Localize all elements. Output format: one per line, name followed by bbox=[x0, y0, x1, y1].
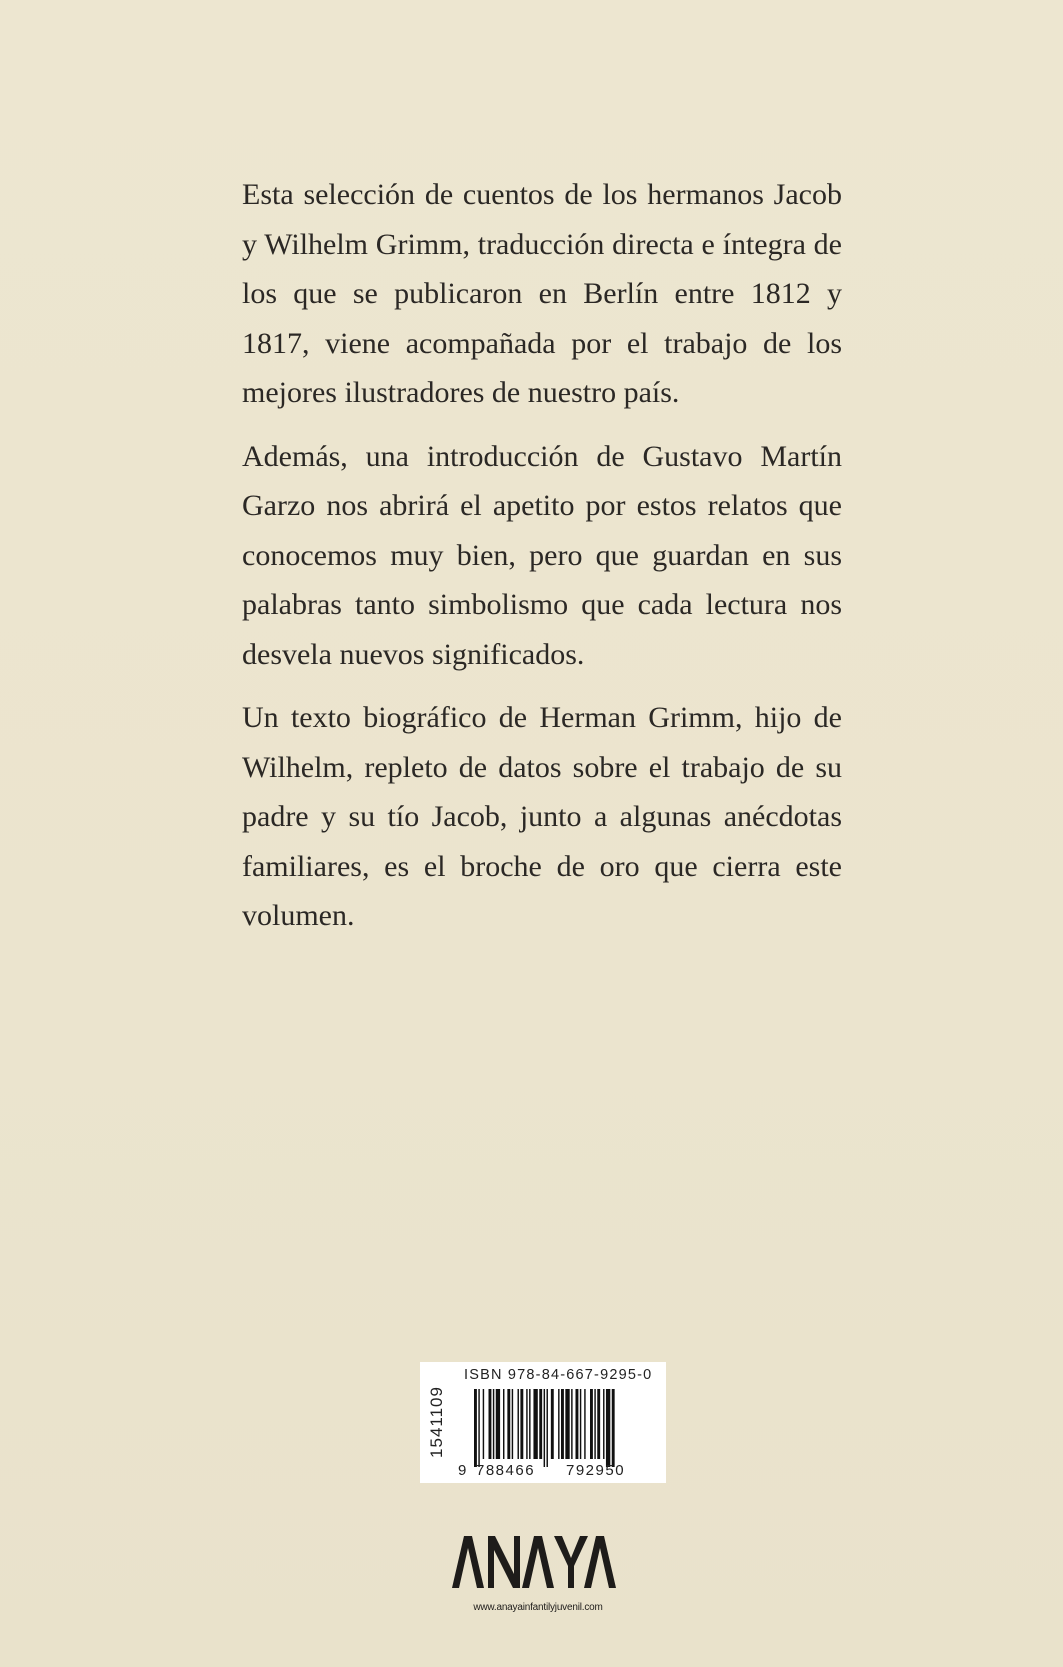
barcode-digits-right: 792950 bbox=[566, 1462, 626, 1479]
barcode-bar bbox=[512, 1389, 513, 1459]
isbn-number: ISBN 978-84-667-9295-0 bbox=[464, 1367, 653, 1383]
barcode-label bbox=[420, 1362, 666, 1483]
barcode-bar bbox=[496, 1389, 500, 1459]
barcode-bar bbox=[533, 1389, 537, 1459]
blurb-paragraph-3: Un texto biográfico de Herman Grimm, hijo de Wilhelm, repleto de datos sobre el trabajo de su padre y su tío Jacob, junto a algunas anécdotas familiares, es el broche de oro que cierra este volumen. bbox=[242, 701, 842, 932]
blurb-paragraph-2: Además, una introducción de Gustavo Martín Garzo nos abrirá el apetito por estos relatos que conocemos muy bien, pero que guardan en sus palabras tanto simbolismo que cada lectura nos desvela nuevos significados. bbox=[242, 439, 842, 671]
blurb-paragraph-1: Esta selección de cuentos de los hermanos Jacob y Wilhelm Grimm, traducción directa e íntegra de los que se publicaron en Berlín entre 1812 y 1817, viene acompañada por el trabajo de los mejores ilustradores de nuestro país. bbox=[242, 178, 842, 409]
barcode-bar bbox=[594, 1389, 595, 1459]
barcode-digits bbox=[454, 1462, 664, 1480]
barcode-bar bbox=[590, 1389, 593, 1459]
barcode-bar bbox=[493, 1389, 494, 1459]
barcode-bar bbox=[584, 1389, 585, 1459]
barcode-bar bbox=[565, 1389, 569, 1459]
barcode-bar bbox=[606, 1389, 610, 1467]
barcode-bar bbox=[603, 1389, 604, 1459]
barcode-bar bbox=[597, 1389, 600, 1459]
barcode-bar bbox=[580, 1389, 581, 1459]
blurb-text bbox=[242, 170, 842, 955]
barcode-bar bbox=[551, 1389, 554, 1459]
publisher-logo bbox=[450, 1534, 620, 1590]
barcode-bar bbox=[561, 1389, 564, 1459]
barcode-bar bbox=[576, 1389, 579, 1459]
barcode-digits-left: 788466 bbox=[476, 1462, 536, 1479]
barcode-bar bbox=[520, 1389, 523, 1459]
barcode-bar bbox=[507, 1389, 510, 1459]
barcode-bar bbox=[544, 1389, 545, 1467]
barcode-bar bbox=[478, 1389, 479, 1467]
barcode-bar bbox=[483, 1389, 484, 1459]
barcode-bar bbox=[518, 1389, 519, 1459]
barcode-icon bbox=[472, 1389, 662, 1467]
barcode-bar bbox=[474, 1389, 477, 1467]
barcode-bar bbox=[571, 1389, 572, 1459]
barcode-bar bbox=[526, 1389, 527, 1459]
barcode-bar bbox=[489, 1389, 492, 1459]
barcode-bar bbox=[547, 1389, 548, 1467]
publisher-website: www.anayainfantilyjuvenil.com bbox=[473, 1602, 603, 1613]
barcode-bar bbox=[539, 1389, 542, 1459]
barcode-bar bbox=[503, 1389, 504, 1459]
barcode-digit-first: 9 bbox=[458, 1462, 467, 1479]
barcode-bar bbox=[558, 1389, 559, 1459]
product-code: 1541109 bbox=[427, 1386, 447, 1458]
barcode-bar bbox=[529, 1389, 530, 1459]
barcode-bar bbox=[612, 1389, 615, 1467]
